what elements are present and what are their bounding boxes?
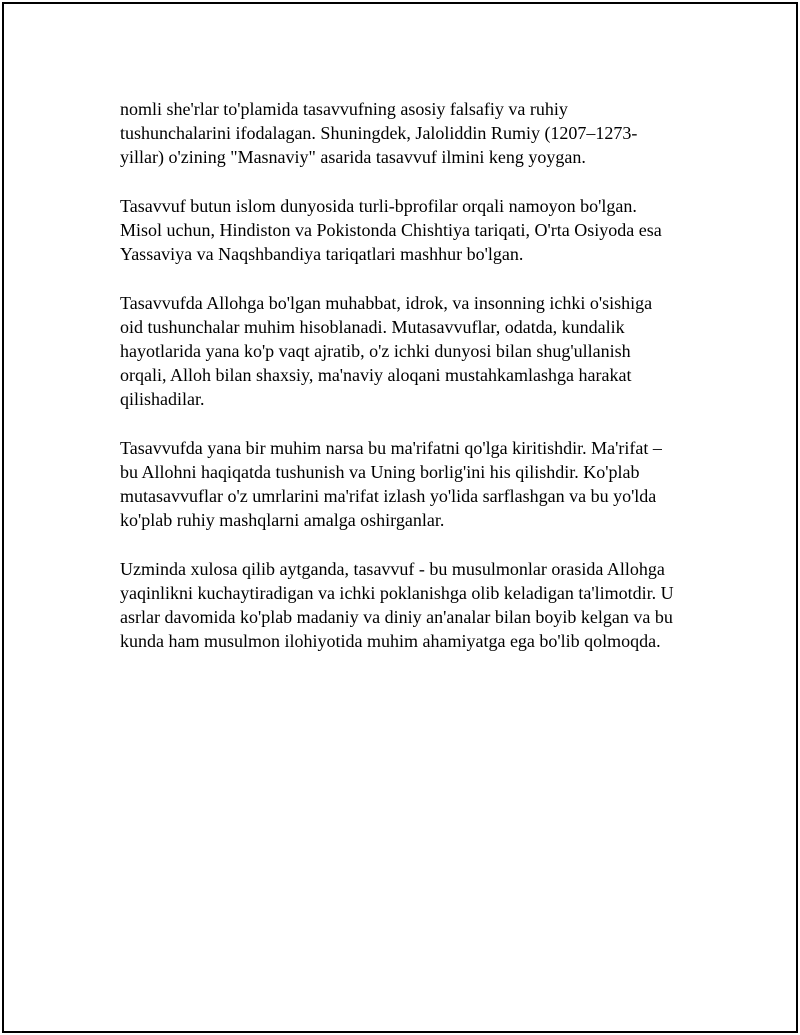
text-line: Yassaviya va Naqshbandiya tariqatlari mashhur bo'lgan. bbox=[120, 244, 524, 265]
text-line: Misol uchun, Hindiston va Pokistonda Chishtiya tariqati, O'rta Osiyoda esa bbox=[120, 220, 662, 240]
text-line: yillar) o'zining "Masnaviy" asarida tasavvuf ilmini keng yoygan. bbox=[120, 147, 586, 168]
text-line: Tasavvufda Allohga bo'lgan muhabbat, idrok, va insonning ichki o'sishiga bbox=[120, 292, 653, 313]
text-line: hayotlarida yana ko'p vaqt ajratib, o'z ichki dunyosi bilan shug'ullanish bbox=[120, 341, 631, 361]
text-line: Uzminda xulosa qilib aytganda, tasavvuf - bu musulmonlar orasida Allohga bbox=[120, 558, 665, 579]
document-body bbox=[120, 97, 700, 678]
text-line: Tasavvuf butun islom dunyosida turli-bprofilar orqali namoyon bo'lgan. bbox=[120, 195, 637, 216]
text-line: kunda ham musulmon ilohiyotida muhim ahamiyatga ega bo'lib qolmoqda. bbox=[120, 631, 661, 652]
text-line: Tasavvufda yana bir muhim narsa bu ma'rifatni qo'lga kiritishdir. Ma'rifat – bbox=[120, 437, 662, 458]
paragraph bbox=[120, 557, 700, 654]
text-line: oid tushunchalar muhim hisoblanadi. Mutasavvuflar, odatda, kundalik bbox=[120, 316, 625, 337]
text-line: asrlar davomida ko'plab madaniy va diniy an'analar bilan boyib kelgan va bu bbox=[120, 607, 673, 628]
paragraph bbox=[120, 97, 700, 170]
text-line: ko'plab ruhiy mashqlarni amalga oshirganlar. bbox=[120, 510, 445, 531]
text-line: qilishadilar. bbox=[120, 389, 205, 410]
paragraph bbox=[120, 436, 700, 533]
text-line: nomli she'rlar to'plamida tasavvufning asosiy falsafiy va ruhiy bbox=[120, 99, 568, 119]
paragraph bbox=[120, 291, 700, 412]
document-page bbox=[2, 2, 798, 1033]
text-line: tushunchalarini ifodalagan. Shuningdek, Jaloliddin Rumiy (1207–1273- bbox=[120, 123, 638, 144]
text-line: orqali, Alloh bilan shaxsiy, ma'naviy aloqani mustahkamlashga harakat bbox=[120, 365, 632, 386]
text-line: mutasavvuflar o'z umrlarini ma'rifat izlash yo'lida sarflashgan va bu yo'lda bbox=[120, 486, 657, 507]
text-line: yaqinlikni kuchaytiradigan va ichki poklanishga olib keladigan ta'limotdir. U bbox=[120, 583, 674, 603]
paragraph bbox=[120, 194, 700, 267]
text-line: bu Allohni haqiqatda tushunish va Uning borlig'ini his qilishdir. Ko'plab bbox=[120, 462, 640, 482]
